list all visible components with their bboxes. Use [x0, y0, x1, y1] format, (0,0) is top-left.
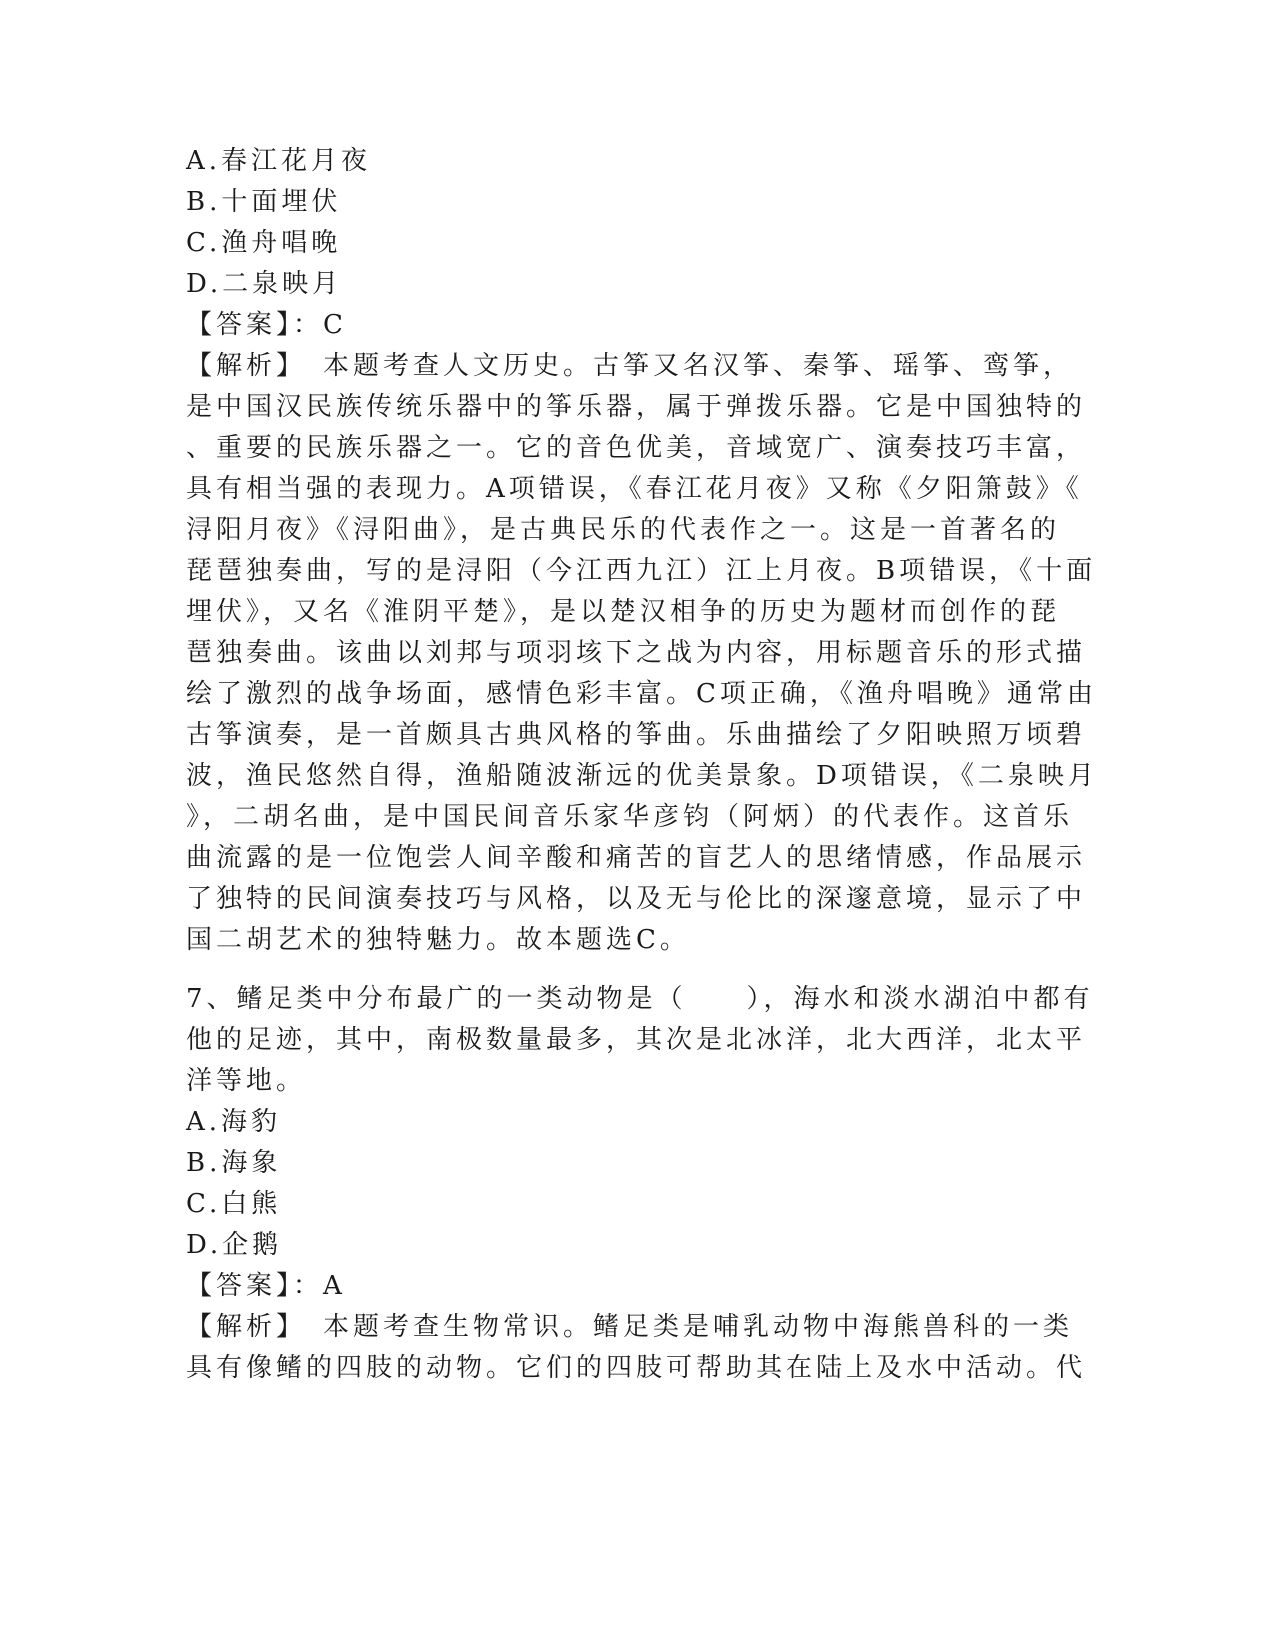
q6-option-d: D.二泉映月	[186, 269, 343, 299]
q6-analysis-line: 波，渔民悠然自得，渔船随波渐远的优美景象。D项错误，《二泉映月	[186, 761, 1098, 791]
q7-stem-line: 7、鳍足类中分布最广的一类动物是（ ），海水和淡水湖泊中都有	[186, 984, 1094, 1014]
q7-stem-line: 他的足迹，其中，南极数量最多，其次是北冰洋，北大西洋，北太平	[186, 1025, 1087, 1055]
q7-option-b: B.海象	[186, 1148, 282, 1178]
q6-analysis-line: 【解析】 本题考查人文历史。古筝又名汉筝、秦筝、瑶筝、鸾筝，	[186, 351, 1074, 381]
q7-option-c: C.白熊	[186, 1189, 282, 1219]
q6-analysis-line: 埋伏》，又名《淮阴平楚》，是以楚汉相争的历史为题材而创作的琵	[186, 597, 1061, 627]
q6-answer: 【答案】：C	[186, 310, 347, 340]
q6-option-c: C.渔舟唱晚	[186, 228, 342, 258]
q6-analysis-line: 浔阳月夜》《浔阳曲》，是古典民乐的代表作之一。这是一首著名的	[186, 515, 1061, 545]
q6-option-b: B.十面埋伏	[186, 187, 342, 217]
q7-analysis-line: 【解析】 本题考查生物常识。鳍足类是哺乳动物中海熊兽科的一类	[186, 1312, 1074, 1342]
q6-analysis-line: 具有相当强的表现力。A项错误，《春江花月夜》又称《夕阳箫鼓》《	[186, 474, 1083, 504]
q6-analysis-line: 绘了激烈的战争场面，感情色彩丰富。C项正确，《渔舟唱晚》通常由	[186, 679, 1097, 709]
q6-analysis-line: 是中国汉民族传统乐器中的筝乐器，属于弹拨乐器。它是中国独特的	[186, 392, 1087, 422]
q7-stem-line: 洋等地。	[186, 1066, 307, 1096]
q6-analysis-line: 了独特的民间演奏技巧与风格，以及无与伦比的深邃意境，显示了中	[186, 884, 1087, 914]
q6-analysis-line: 》，二胡名曲，是中国民间音乐家华彦钧（阿炳）的代表作。这首乐	[186, 802, 1074, 832]
q6-analysis-line: 曲流露的是一位饱尝人间辛酸和痛苦的盲艺人的思绪情感，作品展示	[186, 843, 1087, 873]
q6-option-a: A.春江花月夜	[186, 146, 372, 176]
q6-analysis-line: 琶独奏曲。该曲以刘邦与项羽垓下之战为内容，用标题音乐的形式描	[186, 638, 1087, 668]
q7-analysis-line: 具有像鳍的四肢的动物。它们的四肢可帮助其在陆上及水中活动。代	[186, 1353, 1087, 1383]
q7-answer: 【答案】：A	[186, 1271, 346, 1301]
q7-option-d: D.企鹅	[186, 1230, 283, 1260]
q7-option-a: A.海豹	[186, 1107, 282, 1137]
q6-analysis-line: 国二胡艺术的独特魅力。故本题选C。	[186, 925, 690, 955]
q6-analysis-line: 琵琶独奏曲，写的是浔阳（今江西九江）江上月夜。B项错误，《十面	[186, 556, 1097, 586]
q6-analysis-line: 、重要的民族乐器之一。它的音色优美，音域宽广、演奏技巧丰富，	[186, 433, 1087, 463]
q6-analysis-line: 古筝演奏，是一首颇具古典风格的筝曲。乐曲描绘了夕阳映照万顷碧	[186, 720, 1087, 750]
